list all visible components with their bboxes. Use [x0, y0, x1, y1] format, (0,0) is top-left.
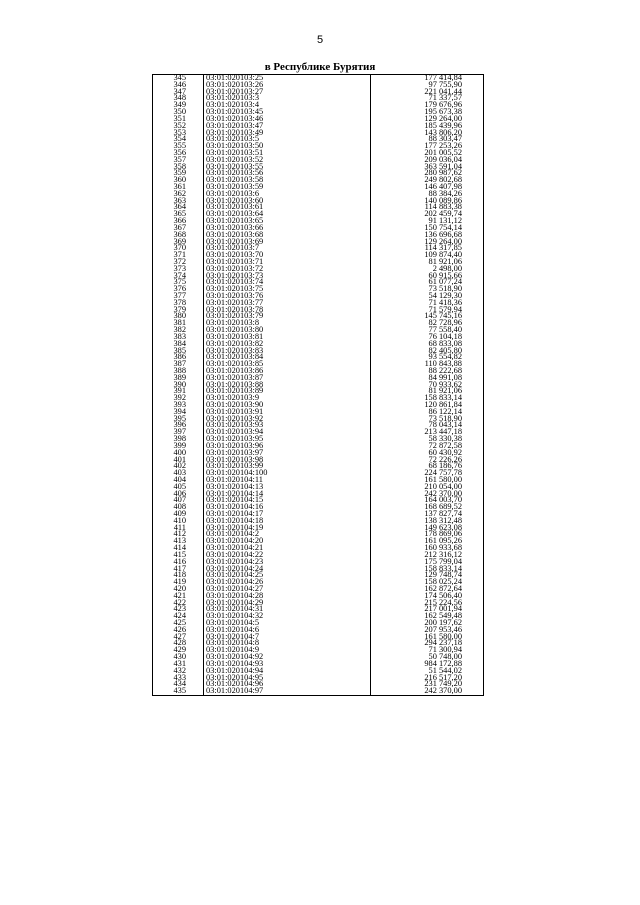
- page-number: 5: [316, 34, 324, 46]
- row-number: 352: [173, 120, 186, 130]
- row-number: 418: [173, 570, 186, 580]
- row-number: 361: [173, 182, 186, 191]
- row-number: 353: [173, 127, 186, 137]
- cadastral-number: 03:01:020103:84: [206, 352, 264, 362]
- cadastral-value: 114 883,38: [424, 202, 462, 212]
- row-number: 366: [173, 216, 186, 226]
- cadastral-value: 138 312,48: [424, 515, 462, 525]
- cadastral-value: 145 745,16: [424, 311, 462, 321]
- cadastral-value: 249 802,68: [424, 175, 462, 185]
- cadastral-number: 03:01:020104:15: [206, 495, 264, 505]
- cadastral-number: 03:01:020104:29: [206, 597, 264, 607]
- cadastral-value: 158 833,14: [424, 393, 462, 403]
- row-number: 430: [173, 652, 186, 662]
- cadastral-value: 210 054,00: [424, 481, 462, 491]
- cadastral-number: 03:01:020104:94: [206, 665, 264, 675]
- cadastral-number: 03:01:020103:88: [206, 379, 264, 389]
- cadastral-number: 03:01:020104:13: [206, 481, 264, 491]
- cadastral-value: 70 933,62: [428, 379, 462, 389]
- cadastral-value: 178 869,06: [424, 529, 462, 539]
- row-number: 390: [173, 379, 186, 389]
- row-number: 423: [173, 604, 186, 614]
- cadastral-value: 88 303,47: [428, 134, 462, 144]
- cadastral-value: 114 317,85: [424, 243, 462, 253]
- cadastral-value: 175 799,04: [424, 556, 462, 566]
- row-number: 379: [173, 304, 186, 314]
- cadastral-value: 242 370,00: [424, 686, 462, 696]
- cadastral-value: 160 933,68: [424, 543, 462, 553]
- cadastral-number: 03:01:020104:9: [206, 645, 260, 655]
- cadastral-value: 82 728,96: [428, 318, 462, 328]
- cadastral-number: 03:01:020103:51: [206, 147, 264, 157]
- cadastral-number: 03:01:020103:66: [206, 222, 264, 232]
- cadastral-value: 72 872,58: [428, 440, 462, 450]
- cadastral-number: 03:01:020103:55: [206, 161, 264, 171]
- row-number: 349: [173, 100, 186, 110]
- row-number: 389: [173, 372, 186, 382]
- row-number: 427: [173, 631, 186, 641]
- cadastral-number: 03:01:020103:77: [206, 297, 264, 307]
- row-number: 386: [173, 352, 186, 362]
- cadastral-value: 212 316,12: [424, 549, 462, 559]
- cadastral-number: 03:01:020103:76: [206, 291, 264, 300]
- row-number: 410: [173, 515, 186, 525]
- table-row: [152, 688, 484, 695]
- cadastral-number: 03:01:020104:26: [206, 577, 264, 587]
- row-number: 362: [173, 188, 186, 198]
- row-number: 378: [173, 297, 186, 307]
- cadastral-value: 129 748,74: [424, 570, 462, 580]
- cadastral-value: 162 872,64: [424, 583, 462, 593]
- cadastral-value: 68 186,76: [428, 461, 462, 471]
- cadastral-number: 03:01:020103:82: [206, 338, 264, 348]
- cadastral-number: 03:01:020104:14: [206, 488, 264, 498]
- cadastral-value: 82 405,80: [428, 345, 462, 355]
- row-number: 381: [173, 318, 186, 328]
- row-number: 405: [173, 481, 186, 491]
- cadastral-value: 158 833,14: [424, 563, 462, 573]
- cadastral-value: 174 506,40: [424, 590, 462, 600]
- row-number: 380: [173, 311, 186, 321]
- cadastral-value: 231 749,20: [424, 679, 462, 689]
- cadastral-number: 03:01:020104:32: [206, 611, 264, 621]
- cadastral-value: 280 987,62: [424, 168, 462, 178]
- cadastral-table: [152, 74, 484, 696]
- cadastral-number: 03:01:020103:99: [206, 461, 264, 471]
- cadastral-number: 03:01:020103:81: [206, 331, 264, 341]
- cadastral-number: 03:01:020104:100: [206, 468, 268, 478]
- cadastral-number: 03:01:020103:70: [206, 250, 264, 260]
- cadastral-value: 200 197,62: [424, 618, 462, 627]
- cadastral-number: 03:01:020103:58: [206, 175, 264, 185]
- row-number: 393: [173, 400, 186, 409]
- row-number: 350: [173, 107, 186, 117]
- cadastral-value: 207 953,46: [424, 624, 462, 634]
- cadastral-number: 03:01:020103:98: [206, 454, 264, 464]
- cadastral-number: 03:01:020104:92: [206, 652, 264, 662]
- cadastral-value: 72 226,26: [428, 454, 462, 464]
- cadastral-value: 71 579,94: [428, 304, 462, 314]
- cadastral-value: 137 827,74: [424, 509, 462, 518]
- cadastral-value: 161 095,26: [424, 536, 462, 546]
- cadastral-number: 03:01:020103:7: [206, 243, 260, 253]
- cadastral-number: 03:01:020103:72: [206, 263, 264, 273]
- cadastral-number: 03:01:020103:61: [206, 202, 264, 212]
- cadastral-number: 03:01:020103:52: [206, 154, 264, 164]
- cadastral-value: 129 264,00: [424, 236, 462, 246]
- cadastral-number: 03:01:020104:2: [206, 529, 260, 539]
- row-number: 363: [173, 195, 186, 205]
- row-number: 419: [173, 577, 186, 587]
- cadastral-value: 60 430,92: [428, 447, 462, 457]
- cadastral-value: 136 696,68: [424, 229, 462, 239]
- cadastral-number: 03:01:020103:74: [206, 277, 264, 287]
- cadastral-number: 03:01:020104:24: [206, 563, 264, 573]
- cadastral-value: 86 122,14: [428, 406, 462, 416]
- cadastral-number: 03:01:020103:78: [206, 304, 264, 314]
- cadastral-number: 03:01:020103:73: [206, 270, 264, 280]
- cadastral-number: 03:01:020103:64: [206, 209, 264, 219]
- cadastral-number: 03:01:020104:27: [206, 583, 264, 593]
- cadastral-number: 03:01:020103:60: [206, 195, 264, 205]
- row-number: 414: [173, 543, 186, 553]
- cadastral-number: 03:01:020104:95: [206, 672, 264, 682]
- cadastral-value: 177 253,26: [424, 141, 462, 151]
- cadastral-value: 213 447,18: [424, 427, 462, 437]
- row-number: 424: [173, 611, 186, 621]
- cadastral-number: 03:01:020103:68: [206, 229, 264, 239]
- row-number: 406: [173, 488, 186, 498]
- row-number: 385: [173, 345, 186, 355]
- cadastral-number: 03:01:020104:21: [206, 543, 264, 553]
- row-number: 400: [173, 447, 186, 457]
- row-number: 360: [173, 175, 186, 185]
- row-number: 416: [173, 556, 186, 566]
- cadastral-number: 03:01:020103:90: [206, 400, 264, 409]
- row-number: 428: [173, 638, 186, 648]
- cadastral-value: 76 104,18: [428, 331, 462, 341]
- row-number: 373: [173, 263, 186, 273]
- cadastral-number: 03:01:020103:47: [206, 120, 264, 130]
- cadastral-number: 03:01:020103:92: [206, 413, 264, 423]
- cadastral-value: 88 384,26: [428, 188, 462, 198]
- cadastral-value: 201 005,52: [424, 147, 462, 157]
- cadastral-value: 140 089,86: [424, 195, 462, 205]
- cadastral-value: 242 370,00: [424, 488, 462, 498]
- cadastral-value: 162 549,48: [424, 611, 462, 621]
- cadastral-number: 03:01:020103:46: [206, 113, 264, 123]
- cadastral-value: 71 337,57: [428, 93, 462, 103]
- cadastral-value: 110 843,88: [424, 359, 462, 369]
- cadastral-value: 164 003,70: [424, 495, 462, 505]
- row-number: 382: [173, 325, 186, 335]
- cadastral-number: 03:01:020103:75: [206, 284, 264, 294]
- row-number: 364: [173, 202, 186, 212]
- cadastral-number: 03:01:020103:93: [206, 420, 264, 430]
- cadastral-number: 03:01:020104:31: [206, 604, 264, 614]
- row-number: 425: [173, 618, 186, 627]
- row-number: 403: [173, 468, 186, 478]
- row-number: 370: [173, 243, 186, 253]
- cadastral-value: 91 131,12: [428, 216, 462, 226]
- cadastral-value: 221 041,44: [424, 86, 462, 96]
- cadastral-value: 202 459,74: [424, 209, 462, 219]
- row-number: 354: [173, 134, 186, 144]
- cadastral-number: 03:01:020103:56: [206, 168, 264, 178]
- cadastral-number: 03:01:020104:28: [206, 590, 264, 600]
- cadastral-value: 161 580,00: [424, 631, 462, 641]
- cadastral-value: 71 418,36: [428, 297, 462, 307]
- row-number: 375: [173, 277, 186, 287]
- row-number: 367: [173, 222, 186, 232]
- row-number: 415: [173, 549, 186, 559]
- row-number: 417: [173, 563, 186, 573]
- cadastral-number: 03:01:020103:59: [206, 182, 264, 191]
- cadastral-number: 03:01:020103:79: [206, 311, 264, 321]
- row-number: 376: [173, 284, 186, 294]
- cadastral-value: 146 407,98: [424, 182, 462, 191]
- cadastral-number: 03:01:020104:8: [206, 638, 260, 648]
- cadastral-value: 150 754,14: [424, 222, 462, 232]
- cadastral-value: 60 915,66: [428, 270, 462, 280]
- row-number: 411: [173, 522, 186, 532]
- cadastral-value: 50 748,00: [428, 652, 462, 662]
- cadastral-number: 03:01:020103:26: [206, 79, 264, 89]
- cadastral-value: 161 580,00: [424, 474, 462, 484]
- row-number: 395: [173, 413, 186, 423]
- cadastral-number: 03:01:020104:93: [206, 658, 264, 668]
- cadastral-number: 03:01:020103:94: [206, 427, 264, 437]
- cadastral-number: 03:01:020103:91: [206, 406, 264, 416]
- row-number: 394: [173, 406, 186, 416]
- cadastral-value: 224 757,78: [424, 468, 462, 478]
- cadastral-value: 78 043,14: [428, 420, 462, 430]
- row-number: 422: [173, 597, 186, 607]
- row-number: 387: [173, 359, 186, 369]
- cadastral-number: 03:01:020104:20: [206, 536, 264, 546]
- cadastral-value: 51 544,02: [428, 665, 462, 675]
- cadastral-value: 81 921,06: [428, 256, 462, 266]
- row-number: 356: [173, 147, 186, 157]
- table-divider-2: [370, 75, 371, 695]
- cadastral-value: 84 991,08: [428, 372, 462, 382]
- cadastral-number: 03:01:020103:80: [206, 325, 264, 335]
- cadastral-value: 88 222,68: [428, 365, 462, 375]
- row-number: 369: [173, 236, 186, 246]
- cadastral-value: 77 558,40: [428, 325, 462, 335]
- cadastral-value: 185 439,96: [424, 120, 462, 130]
- cadastral-number: 03:01:020104:23: [206, 556, 264, 566]
- row-number: 346: [173, 79, 186, 89]
- cadastral-number: 03:01:020103:65: [206, 216, 264, 226]
- row-number: 432: [173, 665, 186, 675]
- row-number: 359: [173, 168, 186, 178]
- cadastral-value: 73 518,90: [428, 284, 462, 294]
- row-number: 368: [173, 229, 186, 239]
- cadastral-number: 03:01:020103:97: [206, 447, 264, 457]
- cadastral-value: 158 025,24: [424, 577, 462, 587]
- cadastral-value: 71 300,94: [428, 645, 462, 655]
- cadastral-number: 03:01:020104:5: [206, 618, 260, 627]
- cadastral-number: 03:01:020103:27: [206, 86, 264, 96]
- cadastral-number: 03:01:020104:19: [206, 522, 264, 532]
- cadastral-value: 177 414,84: [424, 73, 462, 82]
- cadastral-number: 03:01:020104:7: [206, 631, 260, 641]
- cadastral-value: 120 861,84: [424, 400, 462, 409]
- row-number: 377: [173, 291, 186, 300]
- table-border-left: [152, 75, 153, 695]
- table-divider-1: [203, 75, 204, 695]
- cadastral-value: 58 330,38: [428, 434, 462, 444]
- row-number: 388: [173, 365, 186, 375]
- cadastral-number: 03:01:020103:49: [206, 127, 264, 137]
- row-number: 351: [173, 113, 186, 123]
- row-number: 357: [173, 154, 186, 164]
- cadastral-number: 03:01:020103:96: [206, 440, 264, 450]
- page-title: в Республике Бурятия: [264, 61, 376, 73]
- cadastral-value: 93 554,82: [428, 352, 462, 362]
- cadastral-number: 03:01:020104:16: [206, 502, 264, 512]
- cadastral-number: 03:01:020103:45: [206, 107, 264, 117]
- cadastral-value: 984 172,88: [424, 658, 462, 668]
- row-number: 391: [173, 386, 186, 396]
- cadastral-value: 168 689,52: [424, 502, 462, 512]
- row-number: 374: [173, 270, 186, 280]
- cadastral-number: 03:01:020104:97: [206, 686, 264, 696]
- row-number: 358: [173, 161, 186, 171]
- cadastral-value: 216 517,20: [424, 672, 462, 682]
- cadastral-number: 03:01:020103:95: [206, 434, 264, 444]
- row-number: 345: [173, 73, 186, 82]
- row-number: 413: [173, 536, 186, 546]
- cadastral-value: 68 833,08: [428, 338, 462, 348]
- row-number: 384: [173, 338, 186, 348]
- cadastral-value: 73 518,90: [428, 413, 462, 423]
- row-number: 402: [173, 461, 186, 471]
- row-number: 372: [173, 256, 186, 266]
- cadastral-number: 03:01:020104:17: [206, 509, 264, 518]
- row-number: 433: [173, 672, 186, 682]
- row-number: 434: [173, 679, 186, 689]
- cadastral-number: 03:01:020103:87: [206, 372, 264, 382]
- cadastral-value: 61 077,24: [428, 277, 462, 287]
- row-number: 404: [173, 474, 186, 484]
- row-number: 396: [173, 420, 186, 430]
- cadastral-value: 179 676,96: [424, 100, 462, 110]
- cadastral-value: 54 129,30: [428, 291, 462, 300]
- cadastral-number: 03:01:020103:50: [206, 141, 264, 151]
- cadastral-value: 363 591,04: [424, 161, 462, 171]
- cadastral-value: 215 224,56: [424, 597, 462, 607]
- row-number: 420: [173, 583, 186, 593]
- row-number: 412: [173, 529, 186, 539]
- table-border-right: [483, 75, 484, 695]
- row-number: 426: [173, 624, 186, 634]
- row-number: 348: [173, 93, 186, 103]
- cadastral-value: 143 806,20: [424, 127, 462, 137]
- cadastral-number: 03:01:020103:69: [206, 236, 264, 246]
- cadastral-number: 03:01:020103:83: [206, 345, 264, 355]
- cadastral-value: 129 264,00: [424, 113, 462, 123]
- cadastral-value: 294 237,18: [424, 638, 462, 648]
- row-number: 347: [173, 86, 186, 96]
- cadastral-value: 2 498,00: [432, 263, 462, 273]
- cadastral-number: 03:01:020103:89: [206, 386, 264, 396]
- row-number: 392: [173, 393, 186, 403]
- row-number: 399: [173, 440, 186, 450]
- row-number: 397: [173, 427, 186, 437]
- cadastral-value: 81 921,06: [428, 386, 462, 396]
- row-number: 398: [173, 434, 186, 444]
- cadastral-value: 149 623,08: [424, 522, 462, 532]
- cadastral-number: 03:01:020103:3: [206, 93, 260, 103]
- cadastral-number: 03:01:020104:6: [206, 624, 260, 634]
- row-number: 383: [173, 331, 186, 341]
- cadastral-value: 209 036,04: [424, 154, 462, 164]
- cadastral-number: 03:01:020103:71: [206, 256, 264, 266]
- row-number: 401: [173, 454, 186, 464]
- row-number: 429: [173, 645, 186, 655]
- cadastral-number: 03:01:020103:8: [206, 318, 260, 328]
- cadastral-number: 03:01:020104:22: [206, 549, 264, 559]
- cadastral-number: 03:01:020104:18: [206, 515, 264, 525]
- cadastral-number: 03:01:020103:86: [206, 365, 264, 375]
- cadastral-number: 03:01:020103:5: [206, 134, 260, 144]
- cadastral-number: 03:01:020103:6: [206, 188, 260, 198]
- row-number: 421: [173, 590, 186, 600]
- row-number: 355: [173, 141, 186, 151]
- cadastral-number: 03:01:020103:25: [206, 73, 264, 82]
- row-number: 435: [173, 686, 186, 696]
- row-number: 407: [173, 495, 186, 505]
- cadastral-value: 217 001,94: [424, 604, 462, 614]
- cadastral-value: 195 673,38: [424, 107, 462, 117]
- cadastral-number: 03:01:020104:25: [206, 570, 264, 580]
- cadastral-number: 03:01:020103:9: [206, 393, 260, 403]
- row-number: 371: [173, 250, 186, 260]
- cadastral-number: 03:01:020103:4: [206, 100, 260, 110]
- row-number: 408: [173, 502, 186, 512]
- row-number: 365: [173, 209, 186, 219]
- cadastral-value: 109 874,40: [424, 250, 462, 260]
- cadastral-value: 97 755,90: [428, 79, 462, 89]
- cadastral-number: 03:01:020103:85: [206, 359, 264, 369]
- row-number: 431: [173, 658, 186, 668]
- row-number: 409: [173, 509, 186, 518]
- cadastral-number: 03:01:020104:11: [206, 474, 263, 484]
- cadastral-number: 03:01:020104:96: [206, 679, 264, 689]
